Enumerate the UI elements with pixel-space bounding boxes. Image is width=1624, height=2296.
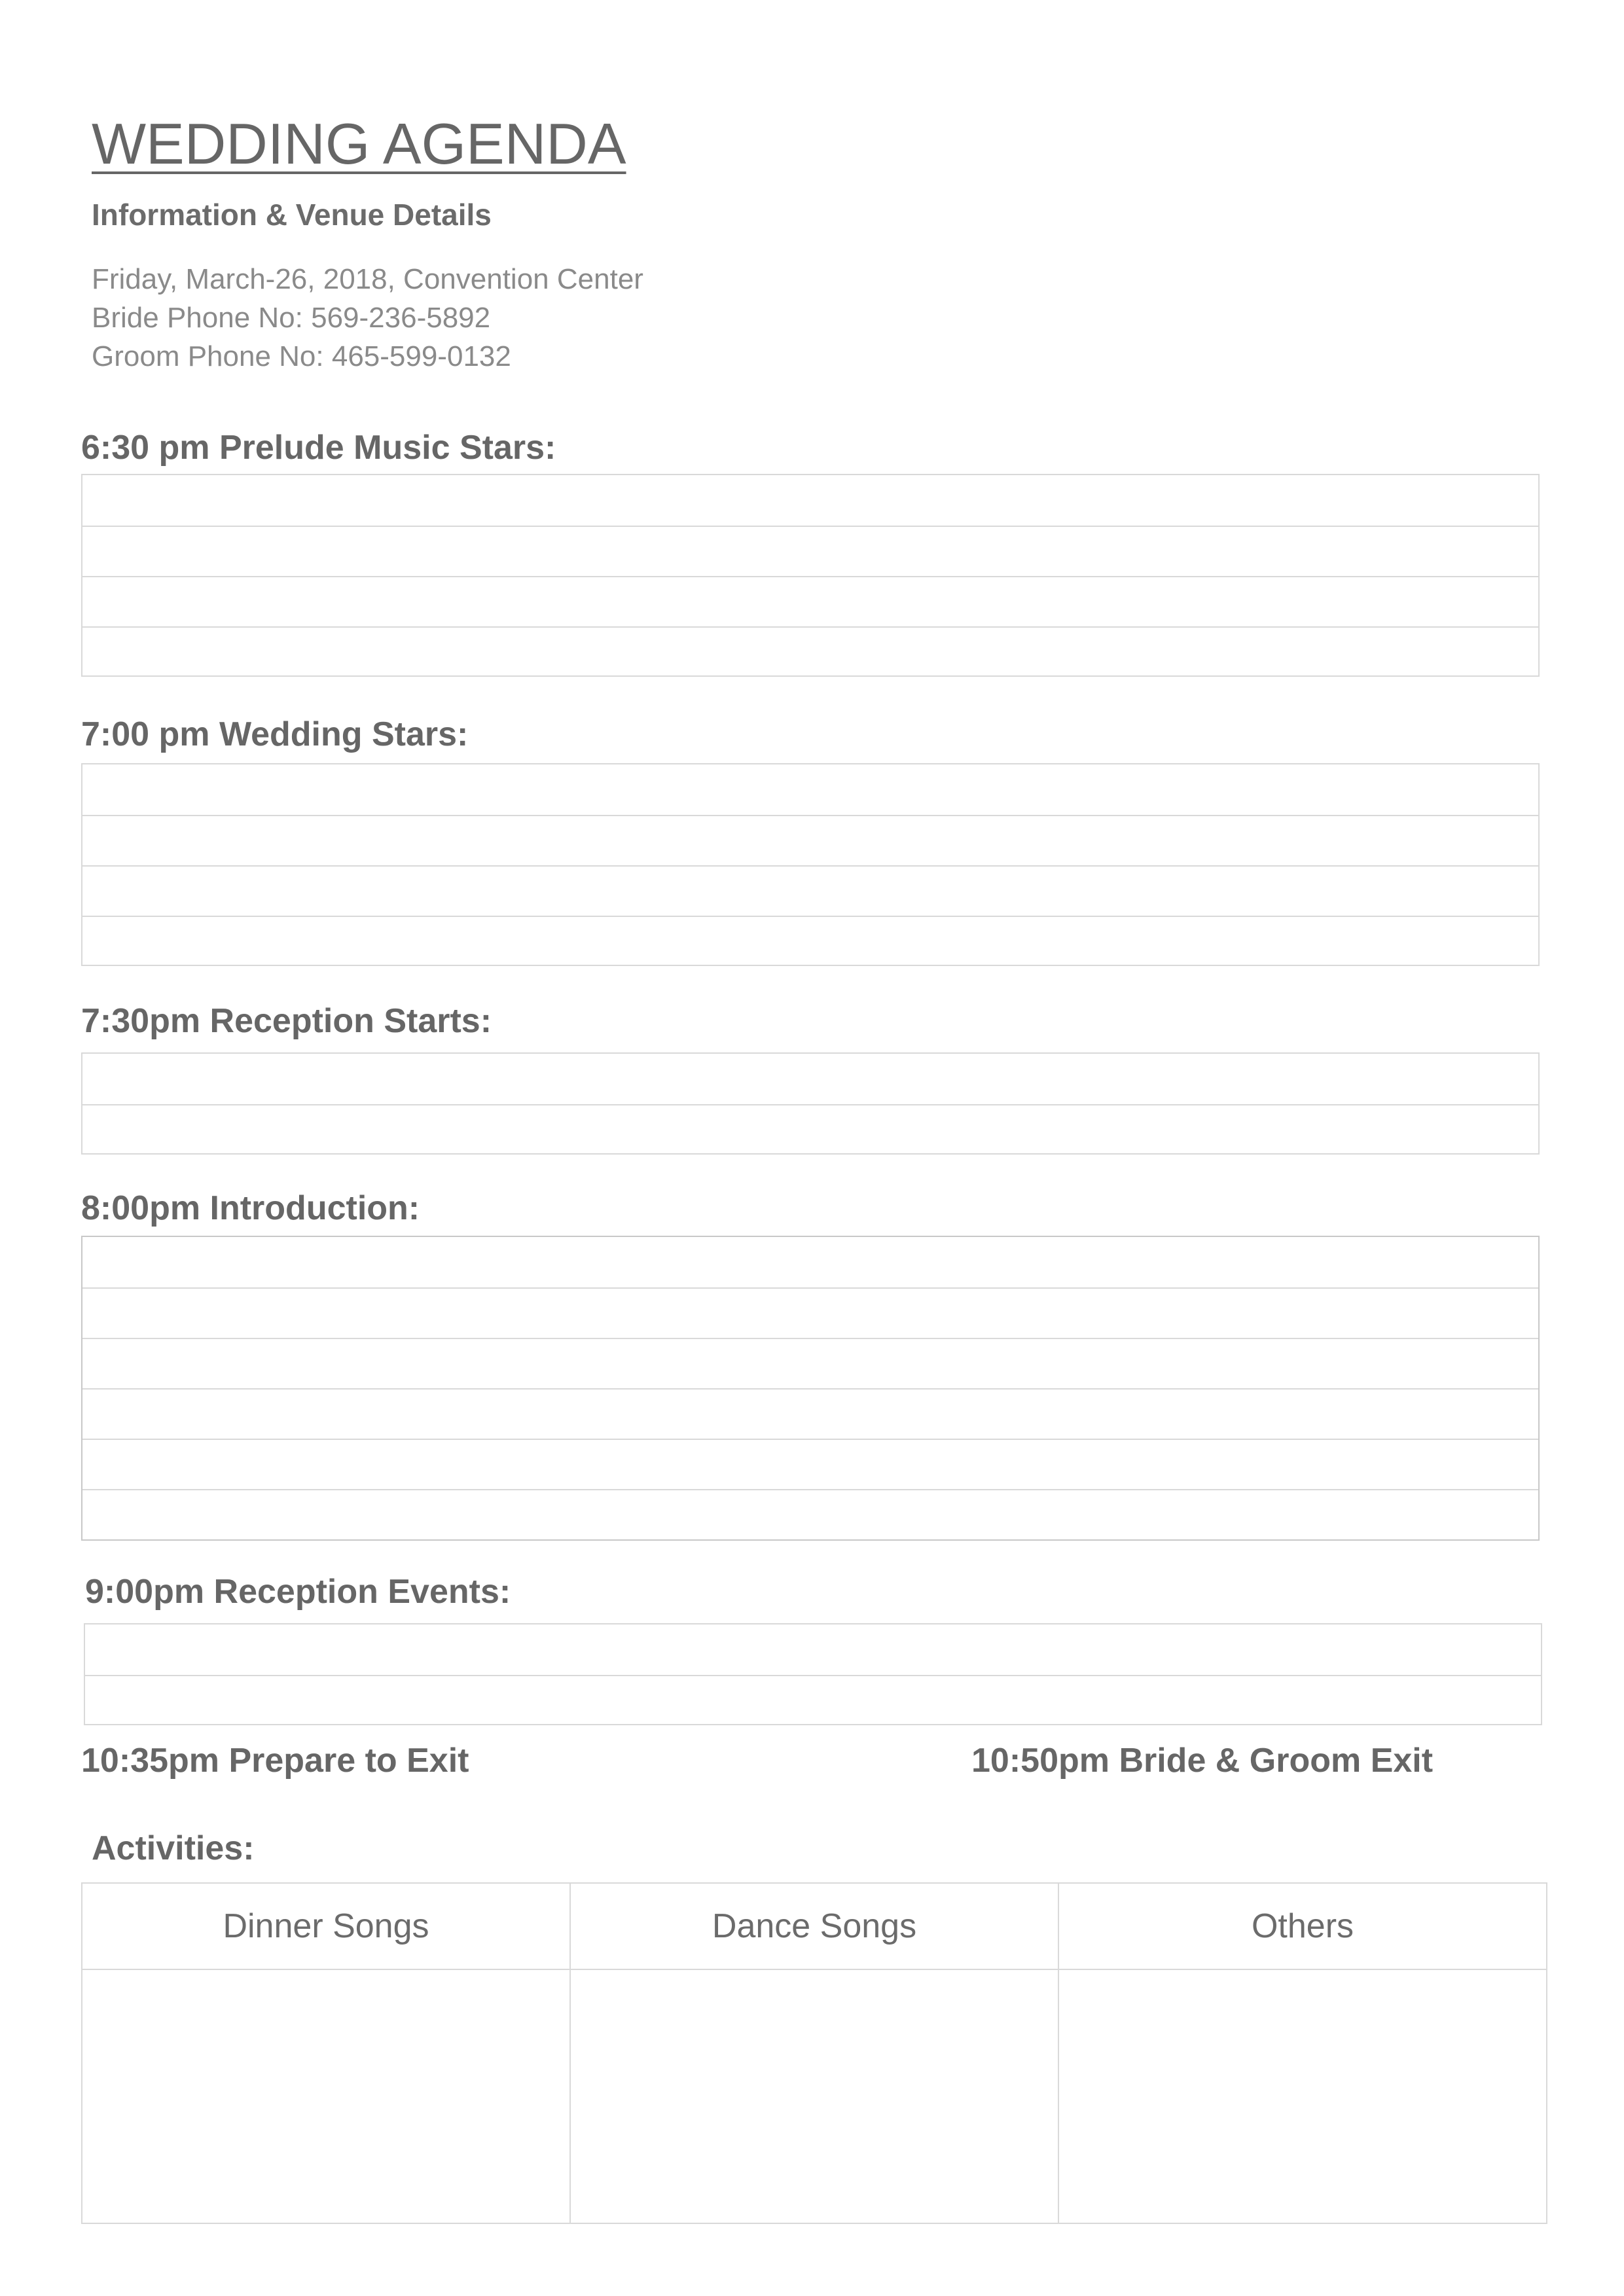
bride-groom-exit-heading: 10:50pm Bride & Groom Exit [971, 1742, 1434, 1780]
writing-line[interactable] [82, 764, 1538, 815]
activities-heading: Activities: [92, 1829, 255, 1867]
activities-body-row [82, 1969, 1547, 2223]
writing-lines-reception-events[interactable] [84, 1623, 1542, 1725]
writing-line[interactable] [82, 1054, 1538, 1104]
section-heading-reception-events: 9:00pm Reception Events: [85, 1573, 511, 1611]
dance-songs-cell[interactable] [570, 1969, 1058, 2223]
page-title: WEDDING AGENDA [92, 111, 626, 176]
column-header-dance-songs: Dance Songs [570, 1883, 1058, 1969]
writing-line[interactable] [82, 475, 1538, 526]
activities-header-row [82, 1883, 1547, 1969]
writing-lines-introduction[interactable] [81, 1236, 1540, 1541]
dinner-songs-cell[interactable] [82, 1969, 570, 2223]
groom-phone: Groom Phone No: 465-599-0132 [92, 340, 511, 372]
writing-lines-reception-starts[interactable] [81, 1052, 1540, 1155]
writing-line[interactable] [82, 1439, 1538, 1489]
writing-line[interactable] [82, 1489, 1538, 1539]
writing-line[interactable] [82, 1287, 1538, 1338]
writing-line[interactable] [82, 916, 1538, 965]
writing-line[interactable] [82, 626, 1538, 675]
writing-line[interactable] [85, 1675, 1541, 1724]
section-heading-prelude: 6:30 pm Prelude Music Stars: [81, 429, 556, 467]
section-heading-wedding: 7:00 pm Wedding Stars: [81, 715, 469, 753]
column-header-dinner-songs: Dinner Songs [82, 1883, 570, 1969]
section-heading-reception-starts: 7:30pm Reception Starts: [81, 1002, 492, 1040]
writing-lines-prelude[interactable] [81, 474, 1540, 677]
activities-table [81, 1882, 1547, 2224]
writing-line[interactable] [82, 526, 1538, 576]
writing-line[interactable] [85, 1624, 1541, 1675]
writing-line[interactable] [82, 1104, 1538, 1153]
writing-line[interactable] [82, 1237, 1538, 1287]
column-header-others: Others [1058, 1883, 1547, 1969]
writing-line[interactable] [82, 815, 1538, 865]
others-cell[interactable] [1058, 1969, 1547, 2223]
bride-phone: Bride Phone No: 569-236-5892 [92, 302, 491, 334]
writing-lines-wedding[interactable] [81, 763, 1540, 966]
writing-line[interactable] [82, 576, 1538, 626]
writing-line[interactable] [82, 1338, 1538, 1388]
writing-line[interactable] [82, 865, 1538, 916]
event-date-venue: Friday, March-26, 2018, Convention Center [92, 263, 643, 295]
section-heading-introduction: 8:00pm Introduction: [81, 1189, 420, 1227]
prepare-to-exit-heading: 10:35pm Prepare to Exit [81, 1742, 469, 1780]
page-subtitle: Information & Venue Details [92, 198, 492, 232]
writing-line[interactable] [82, 1388, 1538, 1439]
